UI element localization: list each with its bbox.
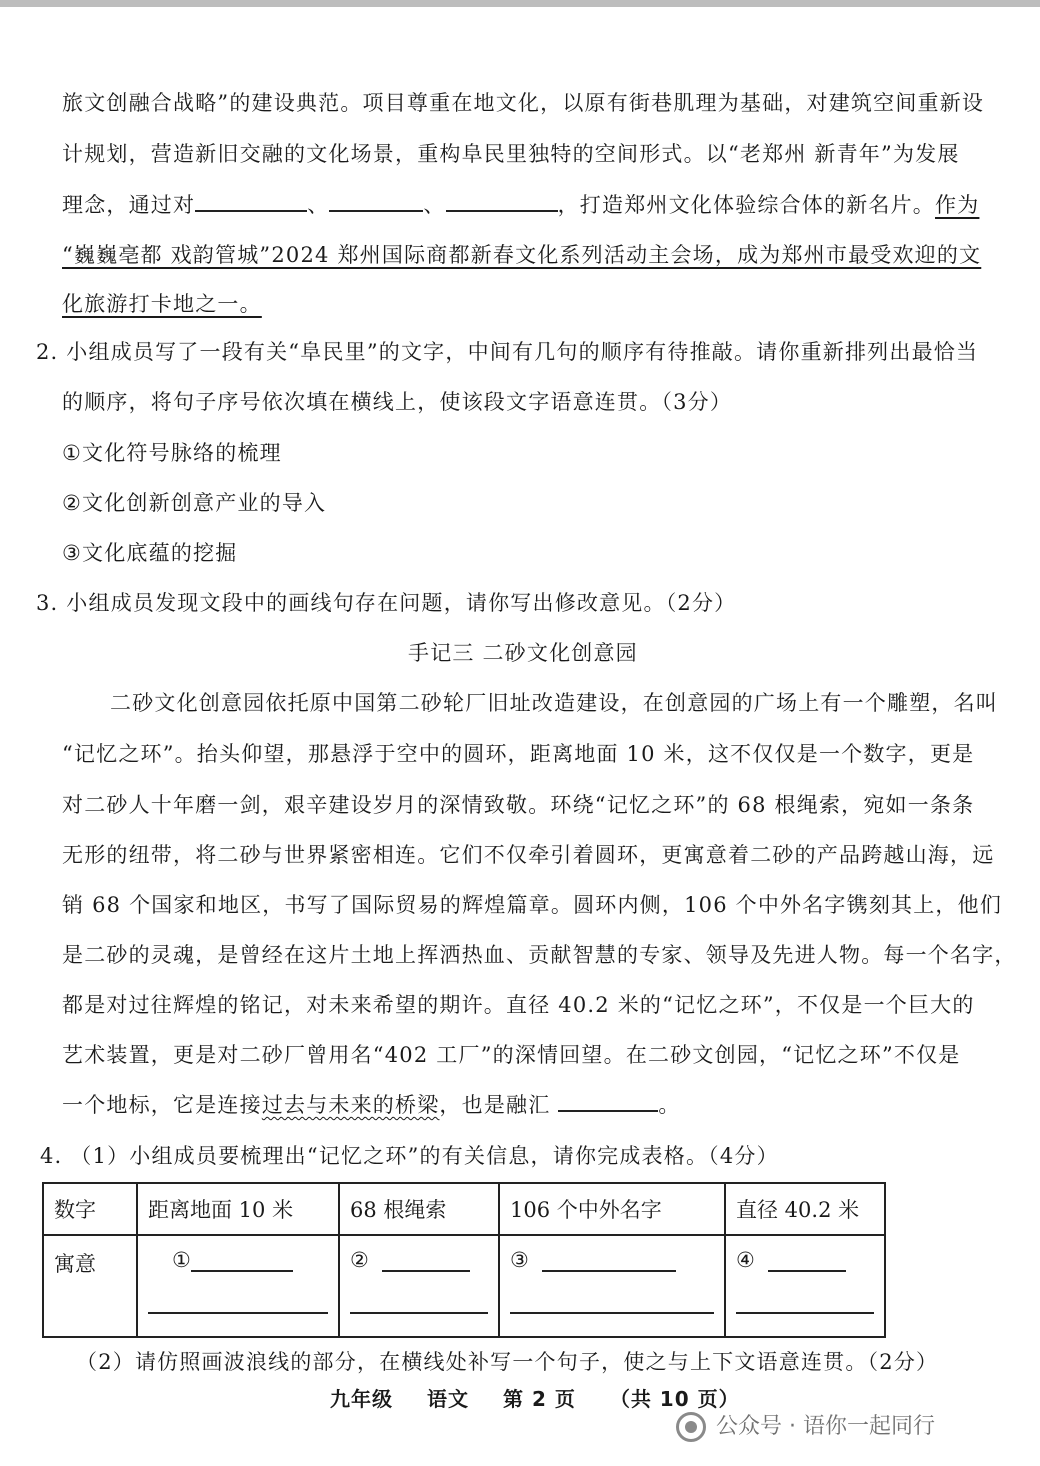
table-cell-distance: 距离地面 10 米 — [137, 1183, 339, 1235]
underlined-sentence-line5: 化旅游打卡地之一。 — [62, 292, 262, 316]
answer-blank-3b[interactable] — [510, 1312, 714, 1314]
note1-line3-text-a: 理念，通过对 — [62, 193, 196, 217]
q3-stem: 3. 小组成员发现文段中的画线句存在问题，请你写出修改意见。（2分） — [36, 591, 737, 615]
q4-sub2: （2）请仿照画波浪线的部分，在横线处补写一个句子，使之与上下文语意连贯。（2分） — [76, 1350, 939, 1374]
table-label-meaning: 寓意 — [54, 1252, 96, 1276]
footer-total: （共 10 页） — [609, 1387, 740, 1411]
table-cell-ropes: 68 根绳索 — [339, 1183, 499, 1235]
footer-subject: 语文 — [427, 1387, 469, 1411]
q2-option-2: ②文化创新创意产业的导入 — [62, 491, 327, 515]
footer-page: 第 2 页 — [503, 1387, 576, 1411]
note3-para-line8: 艺术装置，更是对二砂厂曾用名“402 工厂”的深情回望。在二砂文创园，“记忆之环”不仅是 — [62, 1043, 961, 1067]
marker-1: ① — [172, 1248, 191, 1272]
watermark-text: 公众号 · 语你一起同行 — [716, 1414, 935, 1439]
note1-line3 — [62, 190, 979, 220]
wechat-account-icon — [676, 1412, 706, 1442]
page-footer — [330, 1383, 740, 1412]
answer-blank-3a[interactable] — [542, 1270, 676, 1272]
q2-stem-line1: 2. 小组成员写了一段有关“阜民里”的文字，中间有几句的顺序有待推敲。请你重新排列出最恰当 — [36, 340, 979, 364]
table-row-meanings — [43, 1235, 885, 1337]
marker-4: ④ — [736, 1248, 755, 1272]
table-cell-diameter: 直径 40.2 米 — [725, 1183, 885, 1235]
answer-blank-2a[interactable] — [382, 1270, 470, 1272]
note3-line9-end: 。 — [658, 1093, 681, 1117]
note1-line3-text-b: ，打造郑州文化体验综合体的新名片。 — [557, 193, 936, 217]
answer-blank-4b[interactable] — [736, 1312, 874, 1314]
note3-para-line3: 对二砂人十年磨一剑，艰辛建设岁月的深情致敬。环绕“记忆之环”的 68 根绳索，宛如一条条 — [62, 793, 975, 817]
underlined-sentence-start: 作为 — [935, 193, 980, 217]
note3-para-line9 — [62, 1090, 681, 1120]
q2-option-1: ①文化符号脉络的梳理 — [62, 441, 282, 465]
note1-line1: 旅文创融合战略”的建设典范。项目尊重在地文化，以原有街巷肌理为基础，对建筑空间重新设 — [62, 91, 985, 115]
table-row-numbers — [43, 1183, 885, 1235]
note3-para-line2: “记忆之环”。抬头仰望，那悬浮于空中的圆环，距离地面 10 米，这不仅仅是一个数字，更是 — [62, 742, 975, 766]
fill-blank-sentence[interactable] — [558, 1090, 658, 1112]
note3-para-line1: 二砂文化创意园依托原中国第二砂轮厂旧址改造建设，在创意园的广场上有一个雕塑，名叫 — [110, 691, 998, 715]
watermark — [676, 1409, 935, 1442]
answer-cell-3 — [499, 1235, 725, 1337]
q2-option-3: ③文化底蕴的挖掘 — [62, 541, 238, 565]
note3-line9-text-a: 一个地标，它是连接 — [62, 1093, 262, 1117]
answer-blank-1b[interactable] — [148, 1312, 328, 1314]
separator-2: 、 — [423, 193, 446, 217]
marker-2: ② — [350, 1248, 369, 1272]
answer-cell-2 — [339, 1235, 499, 1337]
q2-stem-line2: 的顺序，将句子序号依次填在横线上，使该段文字语意连贯。（3分） — [62, 390, 733, 414]
answer-cell-4 — [725, 1235, 885, 1337]
note1-line2: 计规划，营造新旧交融的文化场景，重构阜民里独特的空间形式。以“老郑州 新青年”为发展 — [62, 142, 960, 166]
answer-blank-1a[interactable] — [191, 1270, 293, 1272]
fill-blank-1[interactable] — [195, 190, 307, 212]
fill-blank-3[interactable] — [446, 190, 558, 212]
note3-para-line5: 销 68 个国家和地区，书写了国际贸易的辉煌篇章。圆环内侧，106 个中外名字镌刻其上，他们 — [62, 893, 1003, 917]
answer-blank-4a[interactable] — [768, 1270, 846, 1272]
marker-3: ③ — [510, 1248, 529, 1272]
table-cell-names: 106 个中外名字 — [499, 1183, 725, 1235]
q4-stem: 4. （1）小组成员要梳理出“记忆之环”的有关信息，请你完成表格。（4分） — [40, 1144, 779, 1168]
note3-line9-text-b: ，也是融汇 — [439, 1093, 551, 1117]
note3-para-line6: 是二砂的灵魂，是曾经在这片土地上挥洒热血、贡献智慧的专家、领导及先进人物。每一个名字， — [62, 943, 1017, 967]
note3-title: 手记三 二砂文化创意园 — [408, 641, 638, 665]
wavy-underlined-phrase: 过去与未来的桥梁 — [261, 1093, 440, 1117]
underlined-sentence-line4: “巍巍亳都 戏韵管城”2024 郑州国际商都新春文化系列活动主会场，成为郑州市最受欢迎的文 — [62, 243, 982, 267]
note3-para-line4: 无形的纽带，将二砂与世界紧密相连。它们不仅牵引着圆环，更寓意着二砂的产品跨越山海，远 — [62, 843, 995, 867]
table-label-cell — [43, 1235, 137, 1337]
info-table — [42, 1182, 886, 1338]
note3-para-line7: 都是对过往辉煌的铭记，对未来希望的期许。直径 40.2 米的“记忆之环”，不仅是一个巨大的 — [62, 993, 975, 1017]
answer-cell-1 — [137, 1235, 339, 1337]
answer-blank-2b[interactable] — [350, 1312, 488, 1314]
table-header-cell: 数字 — [43, 1183, 137, 1235]
footer-grade: 九年级 — [330, 1387, 393, 1411]
separator-1: 、 — [307, 193, 330, 217]
fill-blank-2[interactable] — [329, 190, 423, 212]
top-border — [0, 0, 1040, 7]
